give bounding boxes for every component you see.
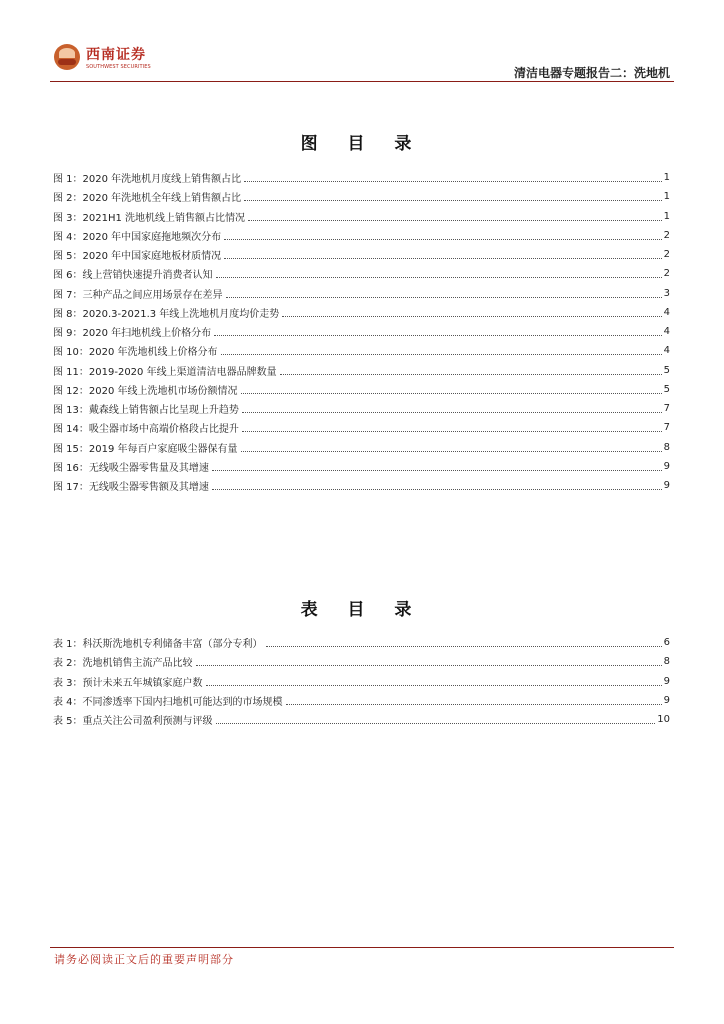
toc-entry-page: 7 <box>663 422 670 434</box>
toc-entry-page: 5 <box>663 383 670 395</box>
toc-entry-page: 8 <box>663 441 670 453</box>
toc-entry-label: 图 6：线上营销快速提升消费者认知 <box>53 270 213 282</box>
figures-toc-list <box>53 168 670 495</box>
toc-entry[interactable] <box>53 672 670 691</box>
toc-entry-label: 图 5：2020 年中国家庭地板材质情况 <box>53 251 222 263</box>
toc-entry-page: 9 <box>663 675 670 687</box>
toc-entry-page: 8 <box>663 656 670 668</box>
toc-entry-label: 图 4：2020 年中国家庭拖地频次分布 <box>53 231 222 243</box>
toc-dot-leader <box>221 344 662 355</box>
disclaimer-note: 请务必阅读正文后的重要声明部分 <box>54 953 234 966</box>
header-divider <box>50 81 674 82</box>
toc-entry[interactable] <box>53 652 670 671</box>
toc-entry-label: 图 12：2020 年线上洗地机市场份额情况 <box>53 385 238 397</box>
toc-entry-page: 1 <box>663 191 670 203</box>
toc-entry[interactable] <box>53 691 670 710</box>
toc-dot-leader <box>212 479 662 490</box>
toc-dot-leader <box>286 694 662 705</box>
toc-entry[interactable] <box>53 207 670 226</box>
toc-entry[interactable] <box>53 168 670 187</box>
toc-entry-label: 图 1：2020 年洗地机月度线上销售额占比 <box>53 174 242 186</box>
toc-entry-page: 4 <box>663 306 670 318</box>
toc-entry[interactable] <box>53 226 670 245</box>
toc-entry-page: 9 <box>663 694 670 706</box>
figures-toc-title: 图 目 录 <box>300 134 424 154</box>
toc-entry-label: 图 10：2020 年洗地机线上价格分布 <box>53 347 218 359</box>
toc-dot-leader <box>226 287 662 298</box>
toc-entry-label: 图 11：2019-2020 年线上渠道清洁电器品牌数量 <box>53 366 277 378</box>
toc-dot-leader <box>224 229 661 240</box>
toc-entry-label: 图 13：戴森线上销售额占比呈现上升趋势 <box>53 405 239 417</box>
toc-entry[interactable] <box>53 264 670 283</box>
toc-entry[interactable] <box>53 341 670 360</box>
toc-dot-leader <box>248 210 662 221</box>
toc-entry-label: 图 15：2019 年每百户家庭吸尘器保有量 <box>53 443 238 455</box>
toc-dot-leader <box>216 713 656 724</box>
toc-dot-leader <box>206 675 662 686</box>
logo-subtext: SOUTHWEST SECURITIES <box>86 64 151 70</box>
toc-entry[interactable] <box>53 284 670 303</box>
toc-dot-leader <box>242 402 662 413</box>
toc-entry-page: 4 <box>663 326 670 338</box>
logo-emblem-icon <box>54 44 80 70</box>
toc-entry-label: 表 2：洗地机销售主流产品比较 <box>53 658 193 670</box>
toc-entry[interactable] <box>53 476 670 495</box>
toc-entry-page: 1 <box>663 210 670 222</box>
toc-entry[interactable] <box>53 710 670 729</box>
toc-entry-page: 4 <box>663 345 670 357</box>
toc-entry-label: 图 17：无线吸尘器零售额及其增速 <box>53 482 209 494</box>
toc-dot-leader <box>242 421 662 432</box>
toc-entry-label: 图 3：2021H1 洗地机线上销售额占比情况 <box>53 212 246 224</box>
toc-entry-label: 图 7：三种产品之间应用场景存在差异 <box>53 289 223 301</box>
toc-dot-leader <box>282 306 661 317</box>
logo-text: 西南证券 <box>86 47 146 63</box>
toc-entry[interactable] <box>53 633 670 652</box>
toc-dot-leader <box>214 325 661 336</box>
toc-entry-label: 表 4：不同渗透率下国内扫地机可能达到的市场规模 <box>53 696 283 708</box>
toc-entry-page: 2 <box>663 229 670 241</box>
toc-entry-label: 图 2：2020 年洗地机全年线上销售额占比 <box>53 193 242 205</box>
toc-dot-leader <box>280 364 662 375</box>
toc-entry[interactable] <box>53 322 670 341</box>
toc-dot-leader <box>216 267 662 278</box>
toc-dot-leader <box>266 636 662 647</box>
toc-entry-label: 表 3：预计未来五年城镇家庭户数 <box>53 677 203 689</box>
toc-dot-leader <box>241 383 662 394</box>
toc-entry-page: 3 <box>663 287 670 299</box>
toc-entry-page: 1 <box>663 172 670 184</box>
toc-dot-leader <box>196 655 662 666</box>
toc-entry[interactable] <box>53 303 670 322</box>
toc-entry[interactable] <box>53 187 670 206</box>
toc-entry-label: 图 8：2020.3-2021.3 年线上洗地机月度均价走势 <box>53 308 280 320</box>
tables-toc-list <box>53 633 670 729</box>
toc-entry-page: 7 <box>663 403 670 415</box>
toc-dot-leader <box>244 171 661 182</box>
page-header <box>0 0 724 84</box>
toc-entry[interactable] <box>53 418 670 437</box>
toc-entry-page: 9 <box>663 460 670 472</box>
toc-entry[interactable] <box>53 457 670 476</box>
report-title: 清洁电器专题报告二：洗地机 <box>513 66 670 80</box>
toc-entry[interactable] <box>53 438 670 457</box>
toc-entry-page: 2 <box>663 268 670 280</box>
toc-entry[interactable] <box>53 399 670 418</box>
tables-toc-title: 表 目 录 <box>300 600 424 620</box>
toc-dot-leader <box>212 460 662 471</box>
toc-entry-label: 图 16：无线吸尘器零售量及其增速 <box>53 462 209 474</box>
toc-entry-page: 2 <box>663 249 670 261</box>
toc-entry-label: 表 5：重点关注公司盈利预测与评级 <box>53 716 213 728</box>
toc-dot-leader <box>244 190 661 201</box>
toc-entry-label: 图 9：2020 年扫地机线上价格分布 <box>53 328 212 340</box>
toc-entry-label: 图 14：吸尘器市场中高端价格段占比提升 <box>53 424 239 436</box>
toc-dot-leader <box>224 248 661 259</box>
toc-entry-label: 表 1：科沃斯洗地机专利储备丰富（部分专利） <box>53 639 263 651</box>
footer-divider <box>50 947 674 948</box>
toc-entry[interactable] <box>53 361 670 380</box>
toc-entry-page: 6 <box>663 637 670 649</box>
toc-entry-page: 9 <box>663 480 670 492</box>
toc-entry-page: 5 <box>663 364 670 376</box>
toc-dot-leader <box>241 441 662 452</box>
toc-entry[interactable] <box>53 245 670 264</box>
toc-entry[interactable] <box>53 380 670 399</box>
company-logo <box>54 44 154 76</box>
toc-entry-page: 10 <box>657 714 670 726</box>
